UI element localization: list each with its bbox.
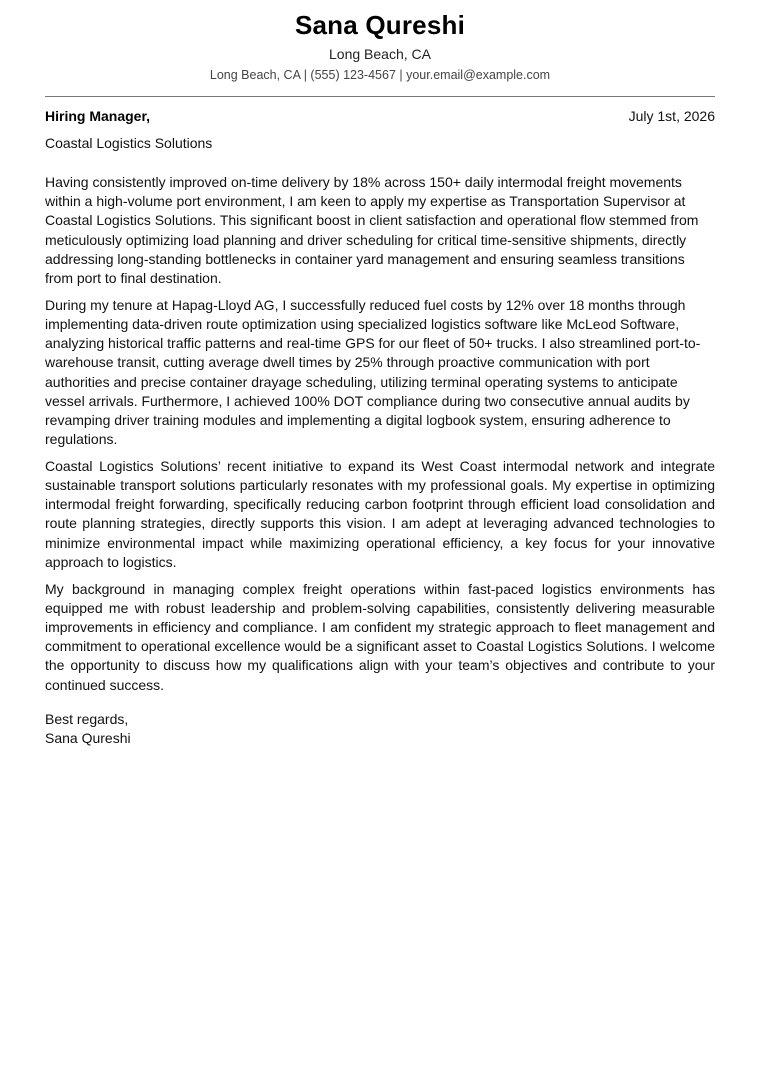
header-divider — [45, 96, 715, 97]
letter-header — [45, 0, 715, 84]
body-paragraph-4: My background in managing complex freight operations within fast-paced logistics environments has equipped me with robust leadership and problem-solving capabilities, consistently delivering measurable improvements in efficiency and compliance. I am confident my strategic approach to fleet management and commitment to operational excellence would be a significant asset to Coastal Logistics Solutions. I welcome the opportunity to discuss how my qualifications align with your team’s objectives and contribute to your continued success. — [45, 580, 715, 693]
recipient-company: Coastal Logistics Solutions — [45, 135, 213, 151]
recipient-date-row — [45, 107, 715, 126]
body-paragraph-2: During my tenure at Hapag-Lloyd AG, I successfully reduced fuel costs by 12% over 18 months through implementing data-driven route optimization using specialized logistics software like McLeod Software, analyzing historical traffic patterns and real-time GPS for our fleet of 50+ trucks. I also streamlined port-to-warehouse transit, cutting average dwell times by 25% through proactive communication with port authorities and precise container drayage scheduling, utilizing terminal operating systems to anticipate vessel arrivals. Furthermore, I achieved 100% DOT compliance during two consecutive annual audits by revamping driver training modules and implementing a digital logbook system, ensuring adherence to regulations. — [45, 296, 701, 448]
applicant-contact-line: Long Beach, CA | (555) 123-4567 | your.email@example.com — [209, 68, 551, 82]
recipient-salutation: Hiring Manager, — [45, 108, 151, 124]
closing-phrase: Best regards, — [45, 710, 129, 727]
signature-name: Sana Qureshi — [45, 730, 131, 747]
letter-closing-block — [45, 710, 715, 749]
applicant-name: Sana Qureshi — [294, 10, 466, 40]
letter-date: July 1st, 2026 — [628, 108, 715, 124]
applicant-location: Long Beach, CA — [329, 46, 431, 62]
letter-body — [45, 173, 715, 695]
body-paragraph-3: Coastal Logistics Solutions’ recent initiative to expand its West Coast intermodal network and integrate sustainable transport solutions particularly resonates with my professional goals. My expertise in optimizing intermodal freight forwarding, specifically reducing carbon footprint through efficient load consolidation and route planning strategies, directly supports this vision. I am adept at leveraging advanced technologies to minimize environmental impact while maximizing operational efficiency, a key focus for your innovative approach to logistics. — [45, 457, 715, 570]
body-paragraph-1: Having consistently improved on-time delivery by 18% across 150+ daily intermodal freight movements within a high-volume port environment, I am keen to apply my expertise as Transportation Supervisor at Coastal Logistics Solutions. This significant boost in client satisfaction and operational flow stemmed from meticulously optimizing load planning and driver scheduling for critical time-sensitive shipments, directly addressing long-standing bottlenecks in container yard management and ensuring seamless transitions from port to final destination. — [45, 174, 699, 287]
